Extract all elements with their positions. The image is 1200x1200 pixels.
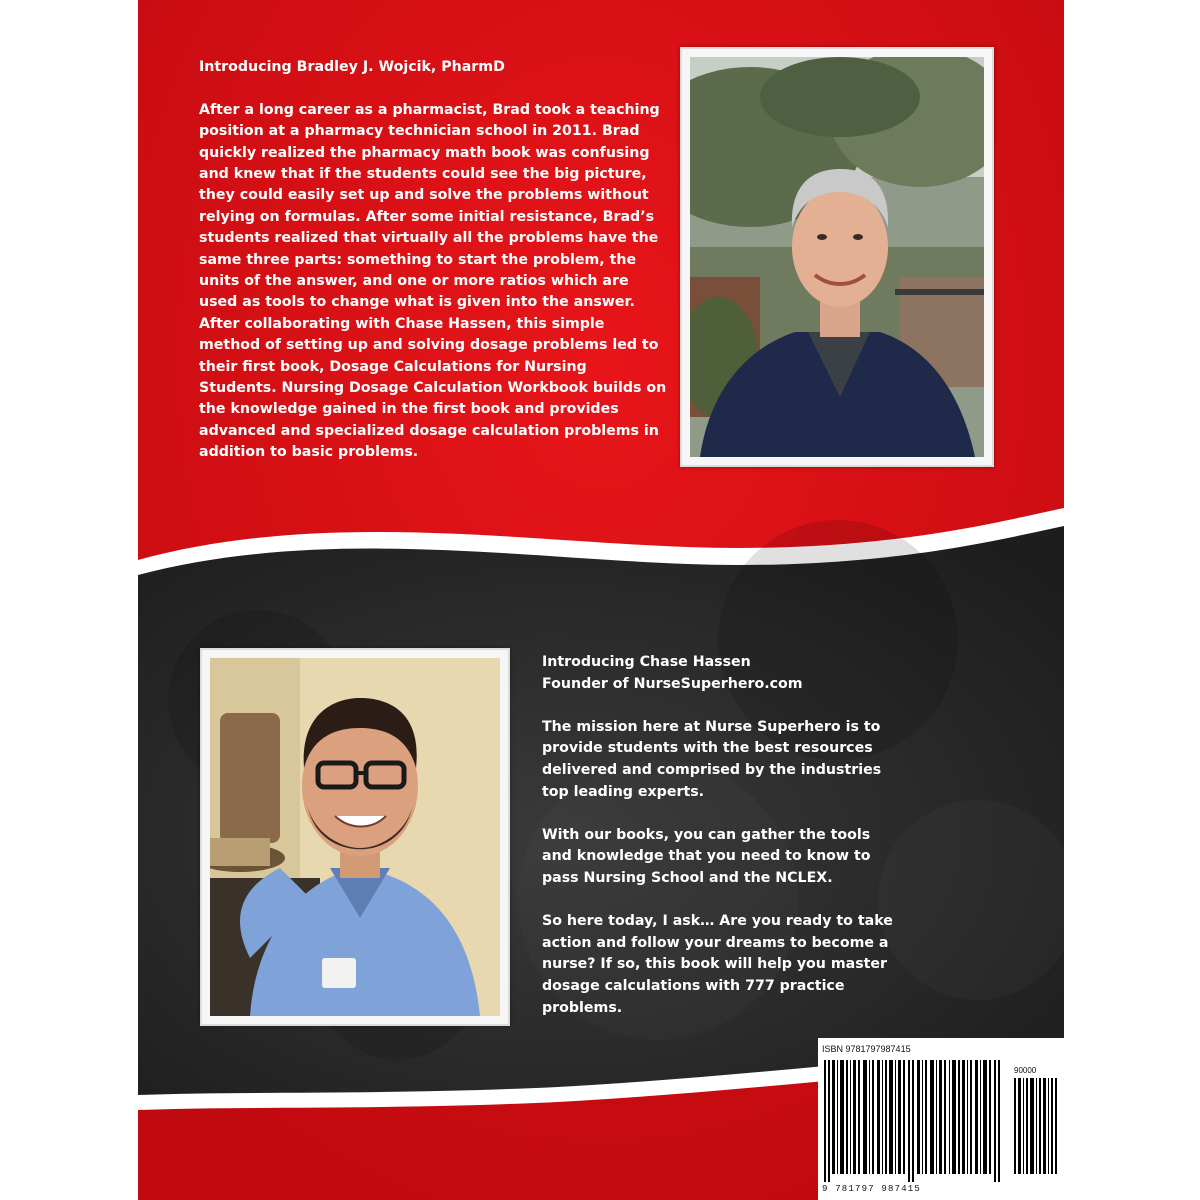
isbn-label: ISBN 9781797987415 <box>822 1044 911 1054</box>
chase-heading-block <box>542 652 902 695</box>
chase-subheading: Founder of NurseSuperhero.com <box>542 675 803 692</box>
barcode-digits: 9 781797 987415 <box>822 1184 922 1194</box>
chase-intro-section <box>542 652 902 1041</box>
ean-barcode-bars <box>822 1060 1012 1182</box>
chase-mission: The mission here at Nurse Superhero is to provide students with the best resources delivered and comprised by the industries top leading experts. <box>542 718 882 800</box>
bradley-photo-frame <box>680 47 994 467</box>
bradley-bio: After a long career as a pharmacist, Brad took a teaching position at a pharmacy technician school in 2011. Brad quickly realized the pharmacy math book was confusing and knew that if the students could see the big picture, they could easily set up and solve the problems without relying on formulas. After some initial resistance, Brad’s students realized that virtually all the problems have the same three parts: something to start the problem, the units of the answer, and one or more ratios which are used as tools to change what is given into the answer. After collaborating with Chase Hassen, this simple method of setting up and solving dosage problems led to their first book, Dosage Calculations for Nursing Students. Nursing Dosage Calculation Workbook builds on the knowledge gained in the first book and provides advanced and specialized dosage calculation problems in addition to basic problems. <box>199 101 667 461</box>
isbn-barcode <box>818 1038 1064 1200</box>
back-cover <box>138 0 1064 1200</box>
chase-photo-frame <box>200 648 510 1026</box>
bradley-intro-section <box>199 57 669 485</box>
bradley-heading: Introducing Bradley J. Wojcik, PharmD <box>199 59 505 75</box>
chase-books: With our books, you can gather the tools and knowledge that you need to know to pass Nursing School and the NCLEX. <box>542 826 871 886</box>
chase-photo <box>210 658 500 1016</box>
chase-heading: Introducing Chase Hassen <box>542 654 751 670</box>
price-barcode-bars <box>1014 1078 1058 1174</box>
price-code: 90000 <box>1014 1066 1037 1075</box>
chase-closing: So here today, I ask… Are you ready to take action and follow your dreams to become a nurse? If so, this book will help you master dosage calculations with 777 practice problems. <box>542 913 893 1016</box>
bradley-photo <box>690 57 984 457</box>
